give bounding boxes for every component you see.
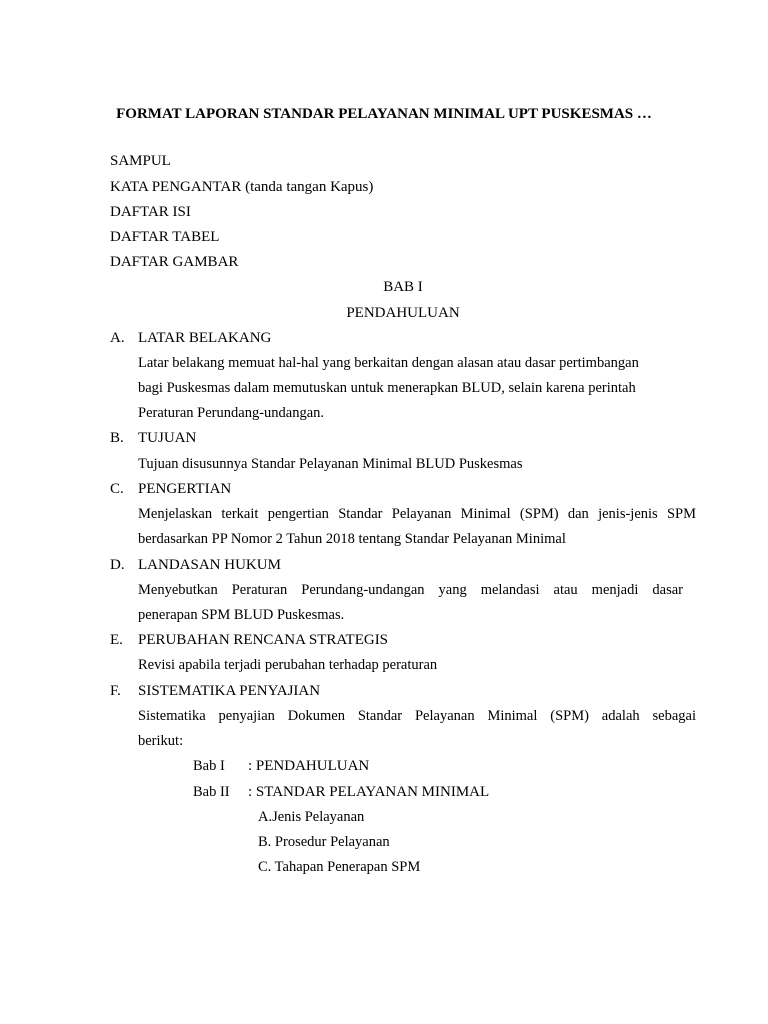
front-matter-item: DAFTAR TABEL — [110, 229, 220, 245]
section-body-line: bagi Puskesmas dalam memutuskan untuk menerapkan BLUD, selain karena perintah — [138, 380, 636, 396]
section-title: LATAR BELAKANG — [138, 330, 272, 346]
section-title: PERUBAHAN RENCANA STRATEGIS — [138, 632, 389, 648]
section-body-line: berikut: — [138, 733, 184, 749]
section-title: PENGERTIAN — [138, 481, 232, 497]
outline-entry: : PENDAHULUAN — [248, 758, 370, 774]
outline-label: Bab I — [193, 758, 225, 774]
document-title: FORMAT LAPORAN STANDAR PELAYANAN MINIMAL UPT PUSKESMAS … — [116, 106, 652, 122]
section-letter: D. — [110, 557, 125, 573]
section-body-line: Sistematika penyajian Dokumen Standar Pelayanan Minimal (SPM) adalah sebagai — [138, 708, 696, 724]
section-body-line: Revisi apabila terjadi perubahan terhadap peraturan — [138, 657, 438, 673]
section-body-line: Tujuan disusunnya Standar Pelayanan Minimal BLUD Puskesmas — [138, 456, 523, 472]
section-body-line: penerapan SPM BLUD Puskesmas. — [138, 607, 345, 623]
outline-label: Bab II — [193, 784, 230, 800]
chapter-number: BAB I — [383, 279, 423, 295]
section-body-line: berdasarkan PP Nomor 2 Tahun 2018 tentang Standar Pelayanan Minimal — [138, 531, 566, 547]
outline-sub-item: C. Tahapan Penerapan SPM — [258, 859, 421, 875]
section-letter: A. — [110, 330, 125, 346]
section-title: SISTEMATIKA PENYAJIAN — [138, 683, 321, 699]
section-body-line: Peraturan Perundang-undangan. — [138, 405, 325, 421]
section-title: LANDASAN HUKUM — [138, 557, 281, 573]
front-matter-item: SAMPUL — [110, 153, 171, 169]
section-body-line: Latar belakang memuat hal-hal yang berkaitan dengan alasan atau dasar pertimbangan — [138, 355, 639, 371]
front-matter-item: KATA PENGANTAR (tanda tangan Kapus) — [110, 179, 374, 195]
section-letter: F. — [110, 683, 121, 699]
section-letter: B. — [110, 430, 124, 446]
section-body-line: Menjelaskan terkait pengertian Standar Pelayanan Minimal (SPM) dan jenis-jenis SPM — [138, 506, 696, 522]
chapter-name: PENDAHULUAN — [346, 305, 460, 321]
front-matter-item: DAFTAR GAMBAR — [110, 254, 239, 270]
section-body-line: Menyebutkan Peraturan Perundang-undangan yang melandasi atau menjadi dasar — [138, 582, 683, 598]
outline-sub-item: B. Prosedur Pelayanan — [258, 834, 390, 850]
section-letter: E. — [110, 632, 123, 648]
section-title: TUJUAN — [138, 430, 197, 446]
section-letter: C. — [110, 481, 124, 497]
front-matter-item: DAFTAR ISI — [110, 204, 191, 220]
outline-sub-item: A.Jenis Pelayanan — [258, 809, 365, 825]
outline-entry: : STANDAR PELAYANAN MINIMAL — [248, 784, 490, 800]
